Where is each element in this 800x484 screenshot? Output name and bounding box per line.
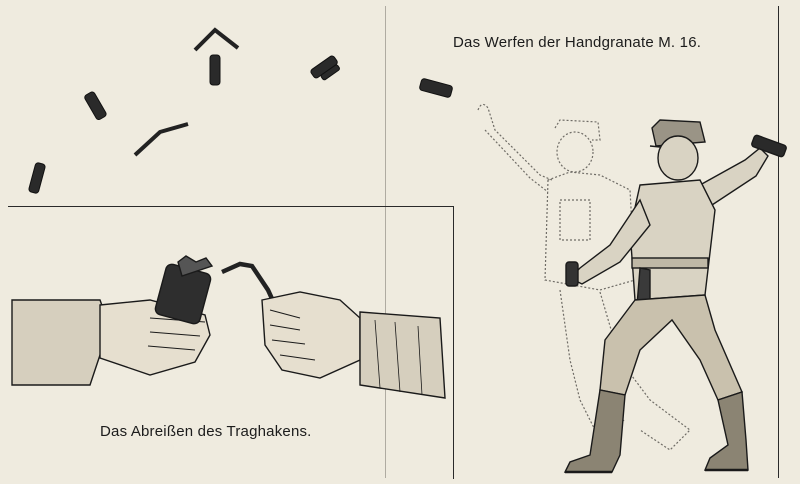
- hook-in-flight-1: [135, 124, 188, 155]
- grenade-in-flight-1: [28, 162, 45, 194]
- grenade-in-flight-3: [210, 55, 220, 85]
- left-sleeve: [12, 300, 108, 385]
- hands-pulling-hook: [12, 256, 445, 398]
- second-grenade-icon: [566, 262, 578, 286]
- caption-tearing: Das Abreißen des Traghakens.: [100, 423, 312, 440]
- grenade-in-flight-4: [310, 55, 342, 84]
- caption-throwing: Das Werfen der Handgranate M. 16.: [453, 34, 702, 51]
- right-sleeve: [360, 312, 445, 398]
- right-hand: [262, 292, 360, 378]
- grenade-in-flight-5: [419, 78, 453, 98]
- grenade-trajectory: [28, 30, 453, 194]
- hook-in-flight-2: [195, 30, 238, 50]
- grenade-in-flight-2: [84, 91, 108, 121]
